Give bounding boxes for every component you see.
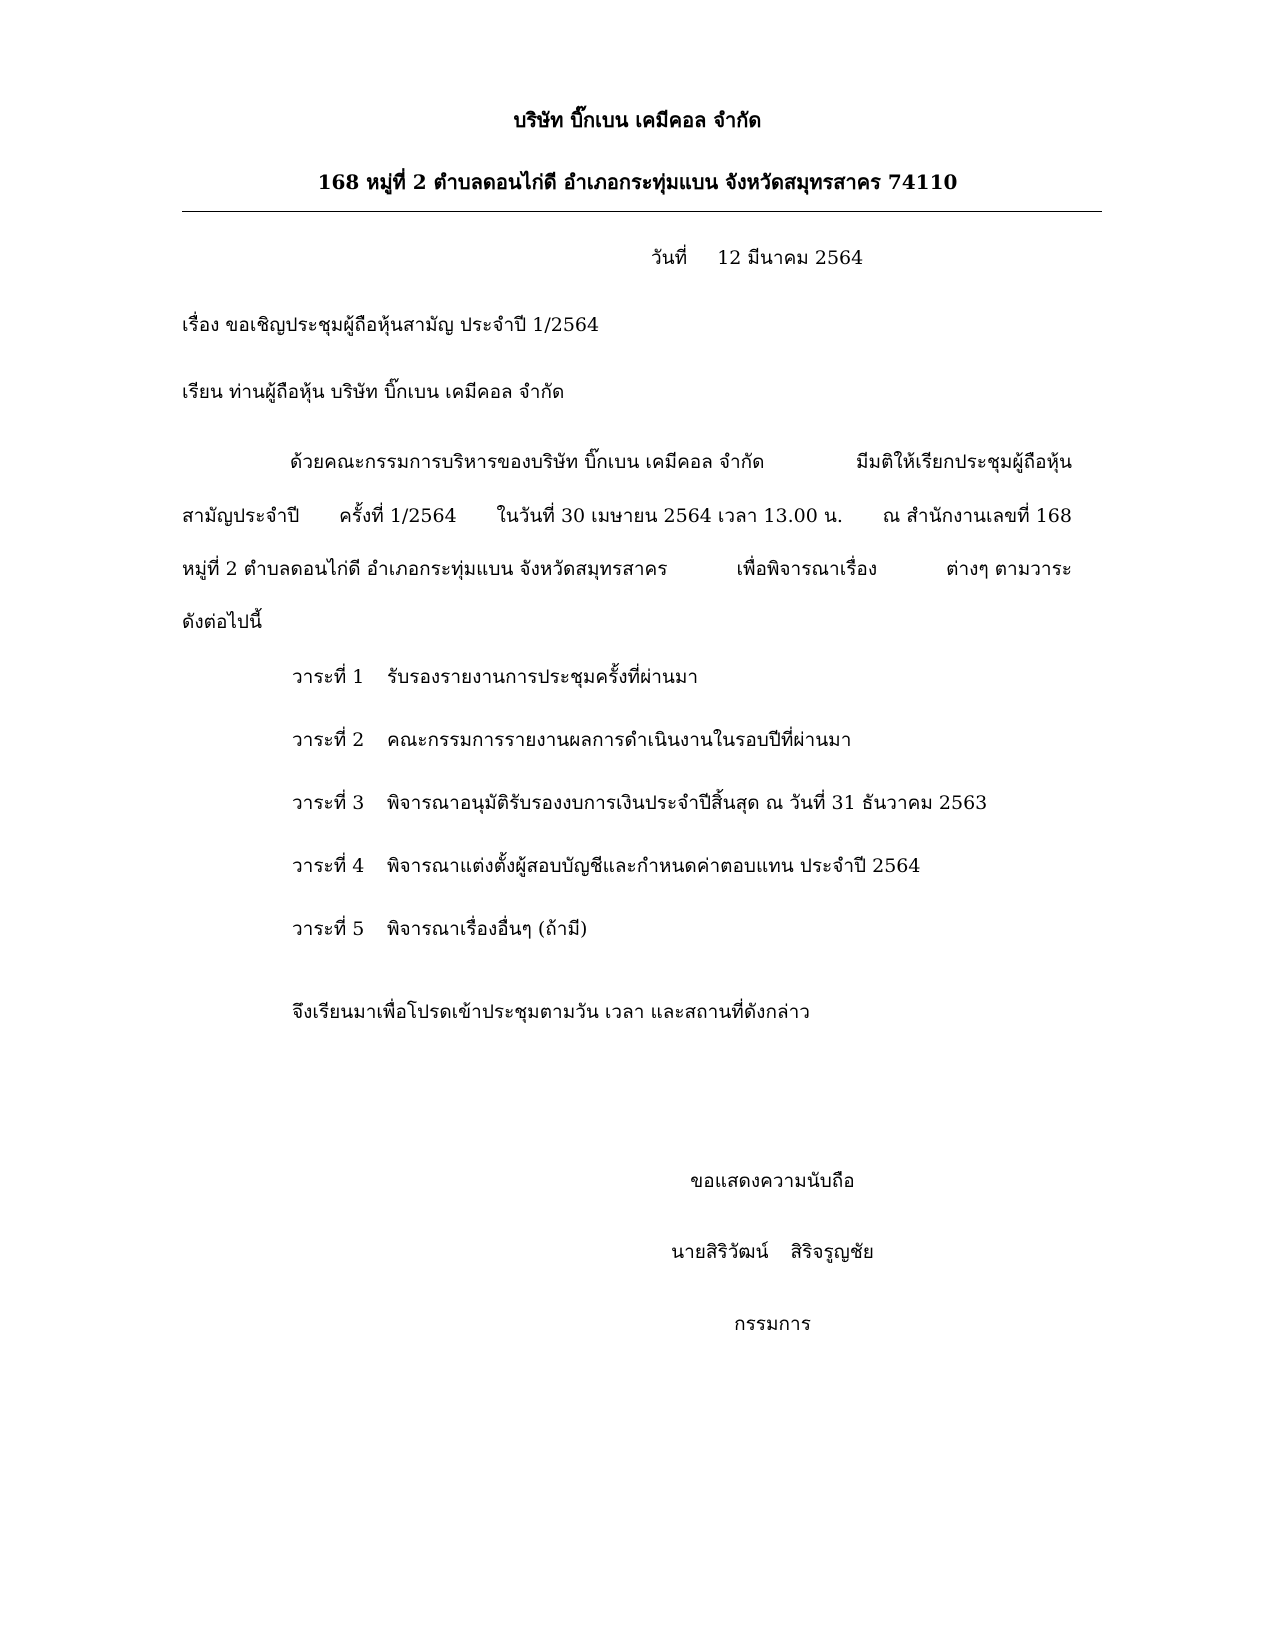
header-divider [182,211,1102,212]
body-text: มีมติให้เรียกประชุมผู้ถือหุ้น [856,451,1072,473]
signer-position: กรรมการ [734,1313,811,1335]
company-name: บริษัท บิ๊กเบน เคมีคอล จำกัด [513,108,762,132]
body-line-4: ดังต่อไปนี้ [182,611,262,633]
agenda-item [292,914,587,944]
body-line-3 [182,554,1072,584]
body-text: ณ สำนักงานเลขที่ 168 [882,505,1072,527]
sign-off: ขอแสดงความนับถือ [690,1170,855,1192]
agenda-text: พิจารณาเรื่องอื่นๆ (ถ้ามี) [387,918,588,940]
body-text: ในวันที่ 30 เมษายน 2564 เวลา 13.00 น. [496,505,843,527]
body-line-2 [182,501,1072,531]
agenda-item [292,788,987,818]
agenda-item [292,725,851,755]
date-label: วันที่ [651,247,688,269]
agenda-text: พิจารณาแต่งตั้งผู้สอบบัญชีและกำหนดค่าตอบแทน ประจำปี 2564 [387,855,921,877]
agenda-number: วาระที่ 1 [292,666,365,688]
closing-sentence: จึงเรียนมาเพื่อโปรดเข้าประชุมตามวัน เวลา และสถานที่ดังกล่าว [292,1001,810,1023]
agenda-text: รับรองรายงานการประชุมครั้งที่ผ่านมา [387,666,699,688]
body-text: สามัญประจำปี [182,505,300,527]
signer-first-name: นายสิริวัฒน์ [671,1241,769,1263]
agenda-text: คณะกรรมการรายงานผลการดำเนินงานในรอบปีที่ผ่านมา [387,729,852,751]
body-text: หมู่ที่ 2 ตำบลดอนไก่ดี อำเภอกระทุ่มแบน จังหวัดสมุทรสาคร [182,558,668,580]
agenda-item [292,851,920,881]
body-text: ต่างๆ ตามวาระ [946,558,1072,580]
body-text: เพื่อพิจารณาเรื่อง [736,558,878,580]
letter-salutation: เรียน ท่านผู้ถือหุ้น บริษัท บิ๊กเบน เคมีคอล จำกัด [182,381,565,403]
body-line-1 [290,447,1072,477]
letter-subject: เรื่อง ขอเชิญประชุมผู้ถือหุ้นสามัญ ประจำปี 1/2564 [182,314,600,336]
date-value: 12 มีนาคม 2564 [717,247,864,269]
signer-name [0,1237,1275,1267]
company-address: 168 หมู่ที่ 2 ตำบลดอนไก่ดี อำเภอกระทุ่มแบน จังหวัดสมุทรสาคร 74110 [317,170,958,194]
body-text: ด้วยคณะกรรมการบริหารของบริษัท บิ๊กเบน เคมีคอล จำกัด [290,451,765,473]
agenda-item [292,662,698,692]
agenda-number: วาระที่ 2 [292,729,365,751]
body-text: ครั้งที่ 1/2564 [339,505,457,527]
letter-date [651,243,863,273]
agenda-number: วาระที่ 5 [292,918,365,940]
agenda-number: วาระที่ 4 [292,855,365,877]
signer-last-name: สิริจรูญชัย [790,1241,874,1263]
agenda-text: พิจารณาอนุมัติรับรองงบการเงินประจำปีสิ้นสุด ณ วันที่ 31 ธันวาคม 2563 [387,792,988,814]
agenda-number: วาระที่ 3 [292,792,365,814]
